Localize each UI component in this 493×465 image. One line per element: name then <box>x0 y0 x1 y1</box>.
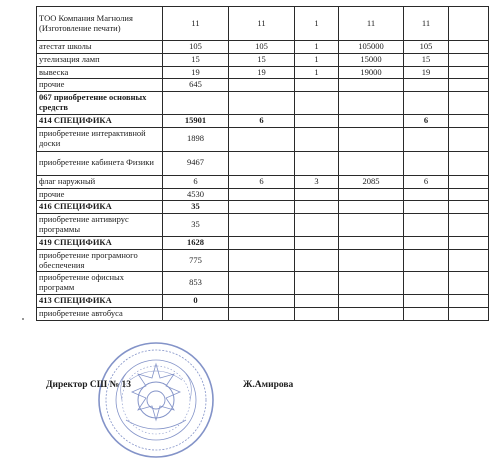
row-value-cell <box>229 188 295 201</box>
row-value-cell <box>339 114 404 127</box>
row-value-cell: 0 <box>163 294 229 307</box>
row-label: приобретение офисных программ <box>37 272 163 295</box>
scan-dot <box>22 318 24 320</box>
official-seal-stamp <box>96 340 216 460</box>
row-value-cell <box>404 201 449 214</box>
row-value-cell: 1 <box>295 41 339 54</box>
table-row <box>37 236 489 249</box>
row-value-cell: 1628 <box>163 236 229 249</box>
row-value-cell <box>404 92 449 115</box>
table-row <box>37 127 489 151</box>
row-value-cell: 11 <box>163 7 229 41</box>
table-row <box>37 188 489 201</box>
director-name: Ж.Амирова <box>243 380 294 390</box>
row-value-cell: 15 <box>163 53 229 66</box>
row-value-cell: 1 <box>295 7 339 41</box>
row-value-cell <box>229 294 295 307</box>
row-label: прочие <box>37 188 163 201</box>
row-value-cell <box>449 7 489 41</box>
row-value-cell: 15000 <box>339 53 404 66</box>
row-value-cell: 6 <box>404 175 449 188</box>
row-label: атестат школы <box>37 41 163 54</box>
row-value-cell <box>339 249 404 272</box>
row-value-cell <box>339 272 404 295</box>
row-label: утелизация ламп <box>37 53 163 66</box>
row-value-cell: 15901 <box>163 114 229 127</box>
row-value-cell <box>339 79 404 92</box>
row-value-cell <box>449 294 489 307</box>
row-value-cell <box>295 272 339 295</box>
row-label: приобретение автобуса <box>37 307 163 320</box>
table-row <box>37 66 489 79</box>
row-value-cell: 9467 <box>163 151 229 175</box>
row-value-cell: 11 <box>339 7 404 41</box>
row-value-cell <box>449 41 489 54</box>
row-label: 414 СПЕЦИФИКА <box>37 114 163 127</box>
row-value-cell <box>295 307 339 320</box>
row-value-cell: 1 <box>295 53 339 66</box>
row-value-cell <box>229 79 295 92</box>
row-label: 416 СПЕЦИФИКА <box>37 201 163 214</box>
row-value-cell <box>295 249 339 272</box>
row-value-cell <box>339 236 404 249</box>
row-value-cell: 35 <box>163 201 229 214</box>
row-value-cell: 105000 <box>339 41 404 54</box>
row-value-cell <box>339 214 404 237</box>
row-value-cell: 4530 <box>163 188 229 201</box>
row-value-cell <box>295 188 339 201</box>
row-value-cell: 105 <box>229 41 295 54</box>
row-value-cell <box>449 175 489 188</box>
row-label: 413 СПЕЦИФИКА <box>37 294 163 307</box>
row-value-cell: 6 <box>229 114 295 127</box>
table-row <box>37 151 489 175</box>
row-value-cell <box>229 272 295 295</box>
row-label: приобретение програмного обеспечения <box>37 249 163 272</box>
row-value-cell: 6 <box>404 114 449 127</box>
table-row <box>37 79 489 92</box>
row-value-cell <box>295 201 339 214</box>
row-value-cell <box>449 214 489 237</box>
table-row <box>37 175 489 188</box>
row-value-cell <box>295 214 339 237</box>
row-value-cell <box>449 249 489 272</box>
row-value-cell: 2085 <box>339 175 404 188</box>
row-label: приобретение антивирус программы <box>37 214 163 237</box>
row-value-cell: 6 <box>229 175 295 188</box>
row-value-cell <box>404 188 449 201</box>
row-value-cell <box>404 79 449 92</box>
row-value-cell: 775 <box>163 249 229 272</box>
table-row <box>37 307 489 320</box>
row-value-cell <box>449 114 489 127</box>
row-value-cell <box>339 151 404 175</box>
row-value-cell <box>449 53 489 66</box>
row-value-cell <box>295 92 339 115</box>
row-value-cell <box>404 294 449 307</box>
row-value-cell: 19000 <box>339 66 404 79</box>
row-value-cell <box>339 307 404 320</box>
row-value-cell <box>295 114 339 127</box>
row-label: вывеска <box>37 66 163 79</box>
row-value-cell <box>295 236 339 249</box>
table-row <box>37 41 489 54</box>
row-value-cell: 1898 <box>163 127 229 151</box>
row-value-cell <box>449 151 489 175</box>
row-value-cell <box>339 201 404 214</box>
row-value-cell <box>449 201 489 214</box>
row-value-cell: 15 <box>229 53 295 66</box>
row-value-cell <box>229 151 295 175</box>
row-value-cell <box>339 188 404 201</box>
table-row <box>37 7 489 41</box>
row-value-cell <box>229 249 295 272</box>
table-row <box>37 201 489 214</box>
row-value-cell <box>163 307 229 320</box>
row-value-cell <box>449 92 489 115</box>
row-value-cell <box>449 236 489 249</box>
row-value-cell <box>404 272 449 295</box>
row-value-cell: 35 <box>163 214 229 237</box>
row-value-cell <box>295 79 339 92</box>
table-row <box>37 114 489 127</box>
row-value-cell <box>229 201 295 214</box>
row-value-cell: 105 <box>163 41 229 54</box>
row-value-cell <box>229 127 295 151</box>
table-row <box>37 272 489 295</box>
row-label: прочие <box>37 79 163 92</box>
row-value-cell <box>404 236 449 249</box>
budget-table <box>36 6 489 321</box>
row-value-cell <box>449 188 489 201</box>
budget-table-body <box>37 7 489 321</box>
row-value-cell: 853 <box>163 272 229 295</box>
row-value-cell: 1 <box>295 66 339 79</box>
row-value-cell <box>404 249 449 272</box>
table-row <box>37 294 489 307</box>
row-value-cell: 11 <box>404 7 449 41</box>
row-value-cell: 105 <box>404 41 449 54</box>
row-value-cell: 11 <box>229 7 295 41</box>
row-value-cell <box>449 127 489 151</box>
row-value-cell <box>339 294 404 307</box>
table-row <box>37 249 489 272</box>
row-label: флаг наружный <box>37 175 163 188</box>
row-value-cell <box>229 214 295 237</box>
row-value-cell <box>339 92 404 115</box>
row-value-cell <box>295 127 339 151</box>
row-value-cell: 19 <box>404 66 449 79</box>
row-value-cell: 15 <box>404 53 449 66</box>
row-value-cell <box>229 307 295 320</box>
row-label: 067 приобретение основных средств <box>37 92 163 115</box>
row-value-cell <box>404 127 449 151</box>
row-value-cell <box>449 307 489 320</box>
row-label: приобретение интерактивной доски <box>37 127 163 151</box>
row-value-cell: 3 <box>295 175 339 188</box>
row-value-cell: 19 <box>163 66 229 79</box>
row-value-cell <box>229 92 295 115</box>
row-value-cell <box>339 127 404 151</box>
row-value-cell <box>295 151 339 175</box>
row-value-cell <box>404 214 449 237</box>
table-row <box>37 214 489 237</box>
row-value-cell: 19 <box>229 66 295 79</box>
row-value-cell <box>449 79 489 92</box>
row-value-cell <box>449 272 489 295</box>
director-signature-title: Директор СШ № 13 <box>46 380 132 390</box>
table-row <box>37 92 489 115</box>
row-label: 419 СПЕЦИФИКА <box>37 236 163 249</box>
row-value-cell <box>404 307 449 320</box>
row-value-cell <box>295 294 339 307</box>
row-value-cell <box>404 151 449 175</box>
row-value-cell: 645 <box>163 79 229 92</box>
row-value-cell <box>229 236 295 249</box>
row-value-cell <box>449 66 489 79</box>
row-label: ТОО Компания Магнолия (Изготовление печати) <box>37 7 163 41</box>
row-value-cell: 6 <box>163 175 229 188</box>
row-label: приобретение кабинета Физики <box>37 151 163 175</box>
table-row <box>37 53 489 66</box>
row-value-cell <box>163 92 229 115</box>
